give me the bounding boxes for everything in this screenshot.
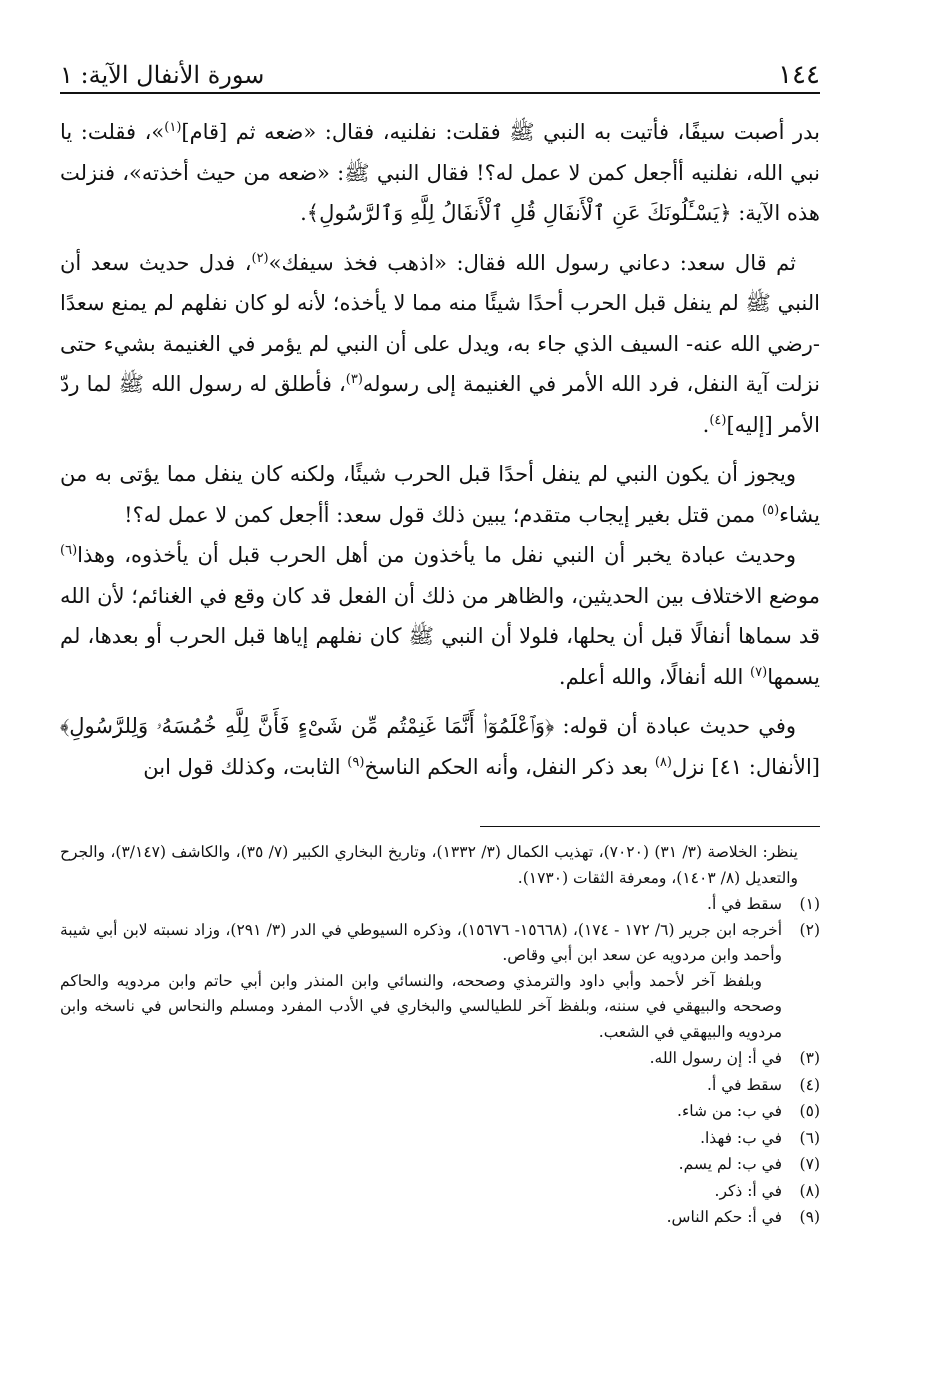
running-title: سورة الأنفال الآية: ١ xyxy=(60,61,265,89)
text-run: ، فدل حديث سعد أن النبي ﷺ لم ينفل قبل الحرب أحدًا شيئًا منه مما لا يأخذه؛ لأنه لو كان نفلهم لم يمنع سعدًا -رضي الله عنه- السيف الذي جاء به، ويدل على أن النبي لم يؤمر في الغنيمة بشيء حتى نزلت آية النفل، فرد الله الأمر في الغنيمة إلى رسوله xyxy=(60,250,820,396)
paragraph-4 xyxy=(60,535,820,697)
footnote-carryover xyxy=(60,840,820,891)
footnote-number: (٩) xyxy=(799,1208,820,1226)
header-rule xyxy=(60,92,820,94)
footnote-number: (٧) xyxy=(799,1155,820,1173)
footnote-8 xyxy=(60,1178,820,1205)
footnote-ref: (٤) xyxy=(709,412,727,428)
footnote-2-continued xyxy=(60,969,820,1046)
footnote-6 xyxy=(60,1125,820,1152)
footnote-9 xyxy=(60,1204,820,1231)
text-run: ممن قتل بغير إيجاب متقدم؛ يبين ذلك قول سعد: أأجعل كمن لا عمل له؟! xyxy=(124,502,762,527)
footnote-ref: (٧) xyxy=(750,664,768,680)
footnotes xyxy=(60,840,820,1231)
footnote-7 xyxy=(60,1151,820,1178)
footnote-text: في ب: من شاء. xyxy=(677,1102,782,1120)
footnote-text: في أ: ذكر. xyxy=(714,1181,782,1200)
footnote-5 xyxy=(60,1098,820,1125)
text-run: »، فقلت: يا نبي الله، نفلنيه أأجعل كمن لا عمل له؟! فقال النبي ﷺ: «ضعه من حيث أخذته»، فنزلت هذه الآية: xyxy=(60,120,820,225)
text-run: بعد ذكر النفل، وأنه الحكم الناسخ xyxy=(364,754,655,779)
text-run: وحديث عبادة يخبر أن النبي نفل ما يأخذون من أهل الحرب قبل أن يأخذوه، وهذا xyxy=(77,543,796,567)
text-run: [الأنفال: ٤١] نزل xyxy=(671,754,820,779)
footnote-ref: (٣) xyxy=(345,372,363,387)
footnote-ref: (٦) xyxy=(60,543,78,558)
footnote-number: (٦) xyxy=(799,1128,820,1147)
footnote-ref: (٩) xyxy=(347,754,365,770)
footnote-ref: (٨) xyxy=(654,754,672,770)
quran-verse: ﴿يَسْـَٔلُونَكَ عَنِ ٱلْأَنفَالِ قُلِ ٱلْأَنفَالُ لِلَّهِ وَٱلرَّسُولِ﴾ xyxy=(306,201,732,225)
footnote-text: ينظر: الخلاصة (٣/ ٣١) (٧٠٢٠)، تهذيب الكمال (٣/ ١٣٣٢)، وتاريخ البخاري الكبير (٧/ ٣٥)، والكاشف (٣/١٤٧)، والجرح والتعديل (٨/ ١٤٠٣)، ومعرفة الثقات (١٧٣٠). xyxy=(60,843,798,887)
page-number: ١٤٤ xyxy=(778,60,820,90)
footnote-number: (٣) xyxy=(799,1049,820,1067)
paragraph-5 xyxy=(60,706,820,787)
paragraph-3 xyxy=(60,454,820,535)
footnote-number: (٢) xyxy=(799,920,820,939)
main-text xyxy=(60,112,820,787)
text-run: بدر أصبت سيفًا، فأتيت به النبي ﷺ فقلت: نفلنيه، فقال: «ضعه ثم [قام] xyxy=(181,120,821,144)
footnote-text: سقط في أ. xyxy=(707,1075,782,1094)
footnote-text: سقط في أ. xyxy=(707,895,782,913)
footnote-text: أخرجه ابن جرير (٦/ ١٧٢ - ١٧٤)، (١٥٦٦٨- ١٥٦٧٦)، وذكره السيوطي في الدر (٣/ ٢٩١)، وزاد نسبته لابن أبي شيبة وأحمد وابن مردويه عن سعد ابن أبي وقاص. xyxy=(60,920,783,964)
footnote-1 xyxy=(60,891,820,918)
footnote-number: (٨) xyxy=(799,1181,820,1200)
text-run: ثم قال سعد: دعاني رسول الله فقال: «اذهب فخذ سيفك» xyxy=(268,250,796,275)
footnote-number: (٤) xyxy=(799,1075,820,1094)
footnote-text: في ب: فهذا. xyxy=(700,1128,782,1147)
footnote-4 xyxy=(60,1072,820,1099)
footnote-ref: (٢) xyxy=(251,250,269,266)
footnote-text: في ب: لم يسم. xyxy=(678,1155,782,1173)
footnote-separator xyxy=(480,826,820,827)
page-header xyxy=(60,50,820,90)
text-run: ويجوز أن يكون النبي لم ينفل أحدًا قبل الحرب شيئًا، ولكنه كان ينفل مما يؤتى به من يشاء xyxy=(60,462,820,527)
footnote-number: (١) xyxy=(799,895,820,913)
footnote-number: (٥) xyxy=(799,1102,820,1120)
paragraph-1 xyxy=(60,112,820,234)
text-run: موضع الاختلاف بين الحديثين، والظاهر من ذلك أن الفعل قد كان وقع في الغنائم؛ لأن الله قد سماها أنفالًا قبل أن يحلها، فلولا أن النبي ﷺ كان نفلهم إياها قبل الحرب أو بعدها، لم يسمها xyxy=(60,583,820,689)
footnote-text: وبلفظ آخر لأحمد وأبي داود والترمذي وصححه، والنسائي وابن المنذر وابن أبي حاتم وابن مردويه والحاكم وصححه والبيهقي في سننه، وبلفظ آخر للطيالسي والبخاري في الأدب المفرد ومسلم والنحاس في ناسخه وابن مردويه والبيهقي في الشعب. xyxy=(60,971,782,1041)
text-run: الثابت، وكذلك قول ابن xyxy=(143,754,348,779)
footnote-text: في أ: إن رسول الله. xyxy=(649,1049,782,1067)
footnote-ref: (١) xyxy=(164,120,182,135)
text-run: ، فأطلق له رسول الله ﷺ لما ردّ الأمر [إليه] xyxy=(60,372,820,437)
paragraph-2 xyxy=(60,243,820,446)
text-run: الله أنفالًا، والله أعلم. xyxy=(558,664,751,689)
footnote-ref: (٥) xyxy=(762,502,780,518)
footnote-text: في أ: حكم الناس. xyxy=(666,1208,782,1226)
text-run: . xyxy=(300,201,307,225)
quran-verse: ﴿وَٱعْلَمُوٓا۟ أَنَّمَا غَنِمْتُم مِّن شَىْءٍ فَأَنَّ لِلَّهِ خُمُسَهُۥ وَلِلرَّسُولِ﴾ xyxy=(60,714,555,738)
footnote-3 xyxy=(60,1045,820,1072)
text-run: وفي حديث عبادة أن قوله: xyxy=(554,714,796,738)
footnote-2 xyxy=(60,918,820,969)
text-run: . xyxy=(702,412,710,437)
